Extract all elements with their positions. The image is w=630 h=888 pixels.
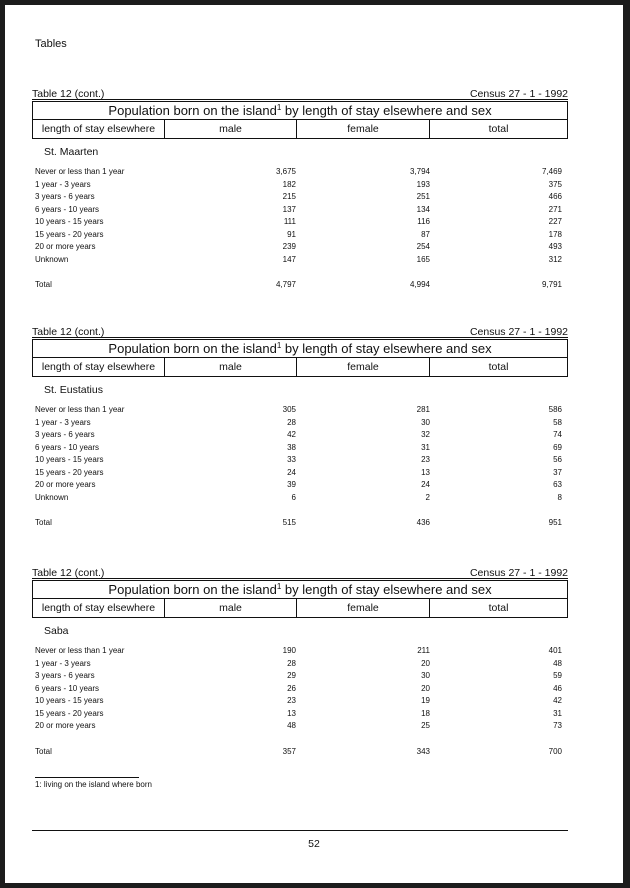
table-row: 1 year - 3 years 182 193 375 (35, 179, 562, 189)
table-section-st-eustatius (32, 326, 568, 530)
data-table (35, 404, 562, 530)
column-header-male: male (165, 358, 297, 376)
census-date: Census 27 - 1 - 1992 (469, 326, 568, 338)
table-row: 15 years - 20 years 13 18 31 (35, 708, 562, 718)
column-header-female: female (297, 599, 430, 617)
table-row: 20 or more years 239 254 493 (35, 242, 562, 251)
island-name: St. Maarten (44, 146, 99, 158)
divider (32, 337, 568, 338)
table-row: 15 years - 20 years 24 13 37 (35, 467, 562, 477)
column-header-male: male (165, 120, 297, 138)
running-head: Tables (35, 38, 67, 50)
footnote-divider (35, 777, 139, 778)
table-header-box (32, 580, 568, 618)
table-header-box (32, 101, 568, 139)
table-row: 3 years - 6 years 42 32 74 (35, 430, 562, 439)
data-table (35, 645, 562, 758)
island-name: Saba (44, 625, 69, 637)
column-header-female: female (297, 120, 430, 138)
divider (32, 578, 568, 579)
divider (32, 99, 568, 100)
census-date: Census 27 - 1 - 1992 (469, 567, 568, 579)
table-row: 1 year - 3 years 28 30 58 (35, 417, 562, 427)
census-date: Census 27 - 1 - 1992 (469, 88, 568, 100)
table-row: 10 years - 15 years 33 23 56 (35, 455, 562, 464)
table-row: Never or less than 1 year 305 281 586 (35, 405, 562, 414)
page-number: 52 (308, 838, 320, 850)
total-row: Total 4,797 4,994 9,791 (35, 280, 562, 289)
table-row: 6 years - 10 years 137 134 271 (35, 204, 562, 214)
column-header-female: female (297, 358, 430, 376)
column-header-length: length of stay elsewhere (33, 120, 165, 138)
table-header-box (32, 339, 568, 377)
table-label: Table 12 (cont.) (32, 326, 105, 338)
table-meta (32, 326, 568, 338)
data-table (35, 166, 562, 292)
column-headers (33, 358, 567, 376)
table-row: 6 years - 10 years 38 31 69 (35, 442, 562, 452)
table-row: 3 years - 6 years 215 251 466 (35, 192, 562, 201)
table-row: 1 year - 3 years 28 20 48 (35, 658, 562, 668)
footer-divider (32, 830, 568, 831)
column-header-length: length of stay elsewhere (33, 599, 165, 617)
table-row: Never or less than 1 year 190 211 401 (35, 646, 562, 655)
total-row: Total 515 436 951 (35, 518, 562, 527)
table-row: 3 years - 6 years 29 30 59 (35, 671, 562, 680)
table-label: Table 12 (cont.) (32, 567, 105, 579)
table-meta (32, 88, 568, 100)
table-row: 20 or more years 39 24 63 (35, 480, 562, 489)
table-label: Table 12 (cont.) (32, 88, 105, 100)
table-title: Population born on the island$^1$ by length of stay elsewhere and sex (33, 581, 567, 599)
column-header-total: total (488, 361, 509, 373)
island-name: St. Eustatius (44, 384, 103, 396)
table-row: 15 years - 20 years 91 87 178 (35, 229, 562, 239)
table-row: 6 years - 10 years 26 20 46 (35, 683, 562, 693)
footnote-marker: 1 (276, 582, 282, 591)
table-title: Population born on the island$^1$ by length of stay elsewhere and sex (33, 340, 567, 358)
table-section-saba (32, 567, 568, 758)
column-headers (33, 120, 567, 138)
document-page (5, 5, 623, 883)
total-row: Total 357 343 700 (35, 746, 562, 756)
table-row: 10 years - 15 years 111 116 227 (35, 217, 562, 226)
table-row: 10 years - 15 years 23 19 42 (35, 696, 562, 705)
column-header-total: total (488, 123, 509, 135)
table-section-st-maarten (32, 88, 568, 292)
table-row: Never or less than 1 year 3,675 3,794 7,469 (35, 167, 562, 176)
table-title: Population born on the island$^1$ by length of stay elsewhere and sex (33, 102, 567, 120)
column-headers (33, 599, 567, 617)
footnote: 1: living on the island where born (35, 780, 152, 789)
footnote-marker: 1 (276, 341, 282, 350)
table-row: 20 or more years 48 25 73 (35, 721, 562, 730)
column-header-total: total (488, 602, 509, 614)
column-header-length: length of stay elsewhere (33, 358, 165, 376)
table-row: Unknown 147 165 312 (35, 254, 562, 264)
table-row: Unknown 6 2 8 (35, 492, 562, 502)
footnote-marker: 1 (276, 103, 282, 112)
table-meta (32, 567, 568, 579)
column-header-male: male (165, 599, 297, 617)
